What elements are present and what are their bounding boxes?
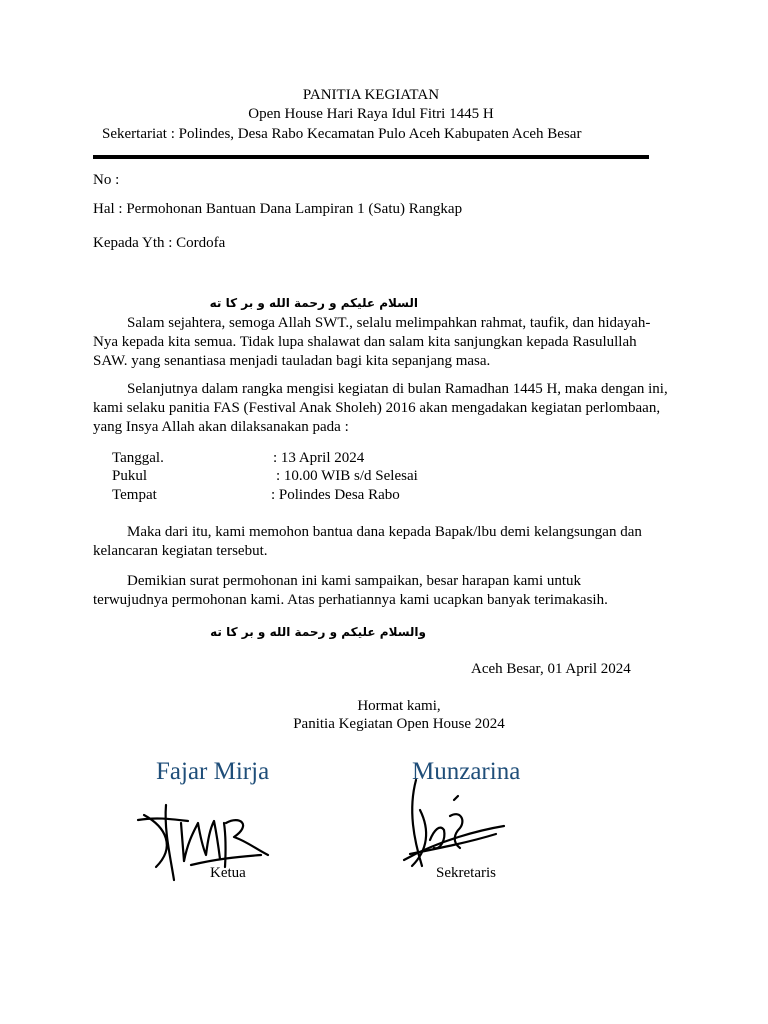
schedule-time-value: : 10.00 WIB s/d Selesai [276, 468, 418, 484]
letter-subject: Hal : Permohonan Bantuan Dana Lampiran 1 (Satu) Rangkap [93, 201, 463, 217]
schedule-date-value: : 13 April 2024 [273, 450, 365, 466]
letter-recipient: Kepada Yth : Cordofa [93, 235, 226, 251]
signatory-left-name: Fajar Mirja [156, 758, 270, 785]
paragraph-3: Maka dari itu, kami memohon bantua dana kepada Bapak/lbu demi kelangsungan dan kelancaran kegiatan tersebut. [93, 524, 642, 559]
paragraph-4: Demikian surat permohonan ini kami sampaikan, besar harapan kami untuk terwujudnya permohonan kami. Atas perhatiannya kami ucapkan banyak terimakasih. [93, 573, 608, 608]
closing-greeting: والسلام عليكم و رحمة الله و بر كا ته [210, 625, 426, 639]
signatory-right-role: Sekretaris [436, 865, 496, 881]
signatory-right-name: Munzarina [412, 758, 521, 785]
letter-number: No : [93, 172, 120, 188]
schedule-date-label: Tanggal. [112, 450, 164, 466]
paragraph-1: Salam sejahtera, semoga Allah SWT., selalu melimpahkan rahmat, taufik, dan hidayah-Nya kepada kita semua. Tidak lupa shalawat dan salam kita sanjungkan kepada Rasulullah SAW. yang senantiasa menjadi tauladan bagi kita sepanjang masa. [93, 315, 651, 369]
committee-title: PANITIA KEGIATAN [302, 87, 440, 103]
opening-greeting: السلام عليكم و رحمة الله و بر كا ته [209, 296, 418, 310]
signature-left-image [136, 775, 276, 885]
schedule-time-label: Pukul [112, 468, 148, 484]
place-date: Aceh Besar, 01 April 2024 [471, 661, 631, 677]
schedule-place-label: Tempat [112, 487, 157, 503]
signatory-left-role: Ketua [210, 865, 246, 881]
schedule-place-value: : Polindes Desa Rabo [271, 487, 400, 503]
closing-regards: Hormat kami, [357, 698, 441, 714]
paragraph-2: Selanjutnya dalam rangka mengisi kegiatan di bulan Ramadhan 1445 H, maka dengan ini, kami selaku panitia FAS (Festival Anak Sholeh) 2016 akan mengadakan kegiatan perlombaan, yang Insya Allah akan dilaksanakan pada : [93, 381, 668, 435]
letterhead-divider [93, 155, 649, 159]
event-title: Open House Hari Raya Idul Fitri 1445 H [248, 106, 494, 122]
secretariat-address: Sekertariat : Polindes, Desa Rabo Kecamatan Pulo Aceh Kabupaten Aceh Besar [102, 126, 582, 142]
closing-committee: Panitia Kegiatan Open House 2024 [293, 716, 505, 732]
